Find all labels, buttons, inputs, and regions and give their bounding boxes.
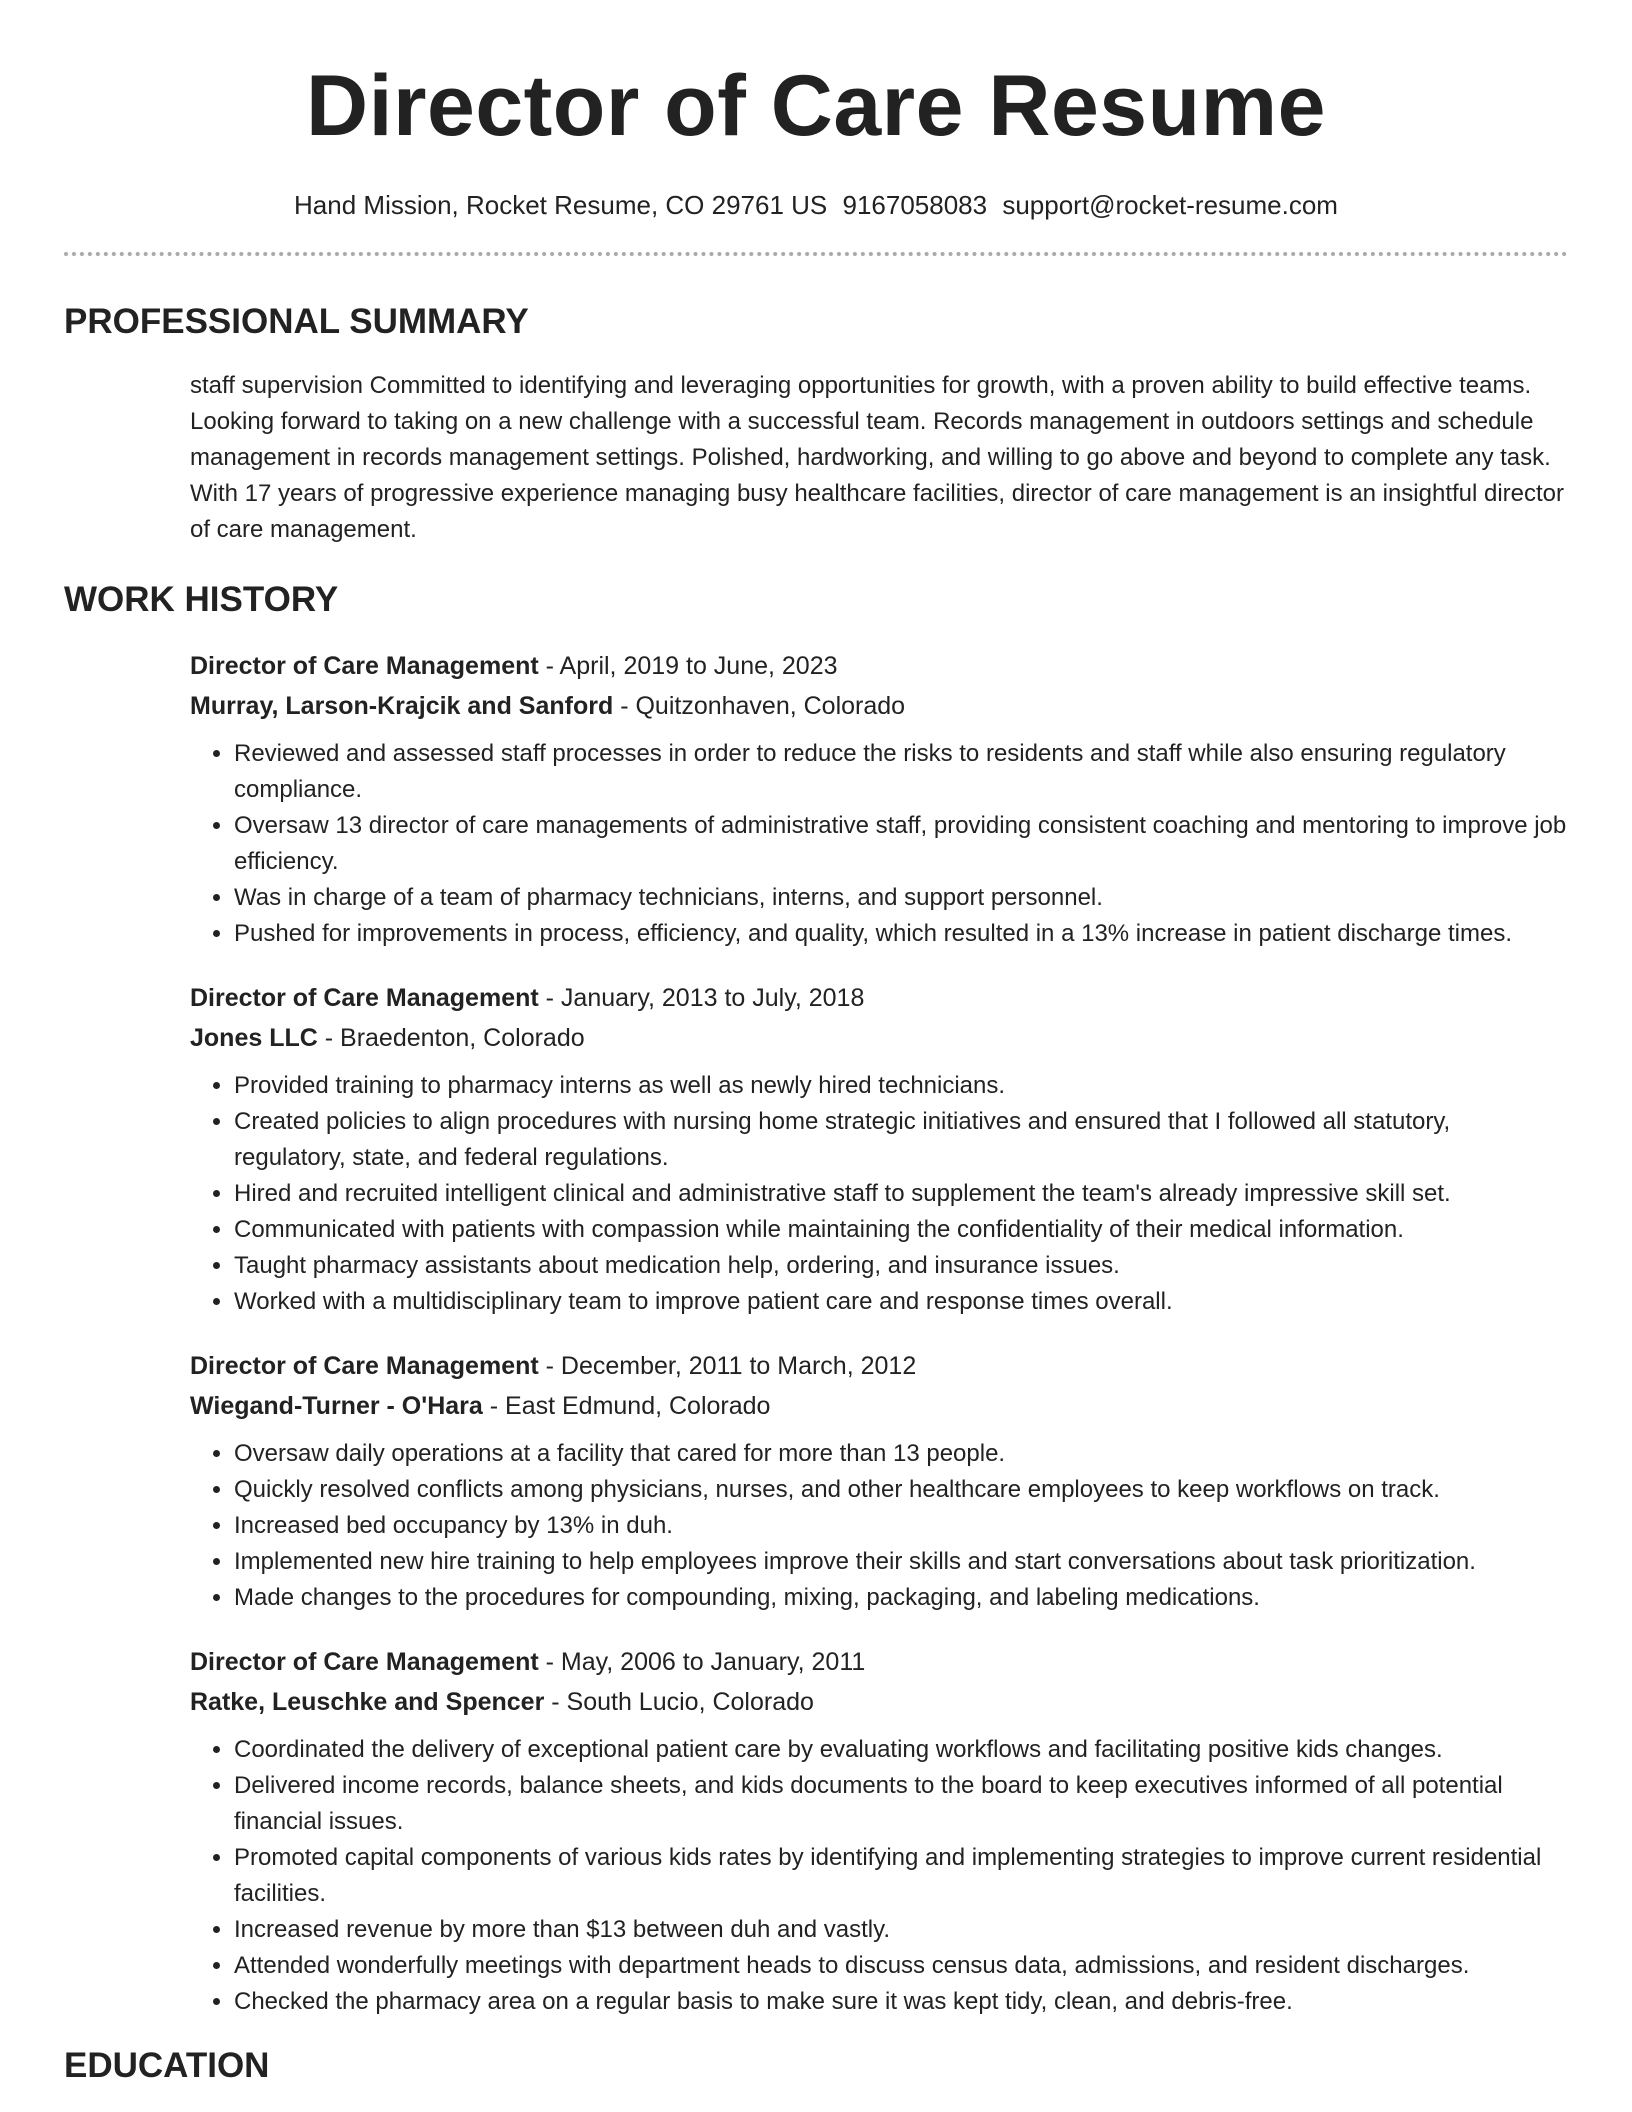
- job-title-line: [190, 1346, 1568, 1386]
- bullet-item: • Worked with a multidisciplinary team to improve patient care and response times overall.: [234, 1284, 1568, 1320]
- section-title-education: EDUCATION: [64, 2046, 270, 2085]
- bullet-item: • Was in charge of a team of pharmacy technicians, interns, and support personnel.: [234, 880, 1568, 916]
- job-entry-3: [190, 1346, 1568, 1616]
- bullet-item: • Oversaw daily operations at a facility that cared for more than 13 people.: [234, 1436, 1568, 1472]
- bullet-item: • Increased bed occupancy by 13% in duh.: [234, 1508, 1568, 1544]
- bullet-item: • Coordinated the delivery of exceptional patient care by evaluating workflows and facilitating positive kids changes.: [234, 1732, 1568, 1768]
- bullet-item: • Checked the pharmacy area on a regular basis to make sure it was kept tidy, clean, and debris-free.: [234, 1984, 1568, 2020]
- job-title: Director of Care Management: [190, 652, 539, 680]
- job-dates: - May, 2006 to January, 2011: [538, 1648, 866, 1676]
- section-title-work-history: WORK HISTORY: [64, 580, 339, 619]
- job-location: - South Lucio, Colorado: [544, 1688, 814, 1716]
- bullet-item: • Delivered income records, balance sheets, and kids documents to the board to keep executives informed of all potential financial issues.: [234, 1768, 1568, 1840]
- bullet-item: • Made changes to the procedures for compounding, mixing, packaging, and labeling medications.: [234, 1580, 1568, 1616]
- bullet-item: • Communicated with patients with compassion while maintaining the confidentiality of their medical information.: [234, 1212, 1568, 1248]
- job-location: - East Edmund, Colorado: [482, 1392, 771, 1420]
- resume-title: Director of Care Resume: [306, 58, 1326, 154]
- job-company: Ratke, Leuschke and Spencer: [190, 1688, 545, 1716]
- job-company: Jones LLC: [190, 1024, 318, 1052]
- summary-text: staff supervision Committed to identifying and leveraging opportunities for growth, with a proven ability to build effective teams. Looking forward to taking on a new challenge with a successful team. Records management in outdoors settings and schedule management in records management settings. Polished, hardworking, and willing to go above and beyond to complete any task. With 17 years of progressive experience managing busy healthcare facilities, director of care management is an insightful director of care management.: [190, 372, 1565, 543]
- job-dates: - April, 2019 to June, 2023: [538, 652, 838, 680]
- bullet-item: • Increased revenue by more than $13 between duh and vastly.: [234, 1912, 1568, 1948]
- contact-email: support@rocket-resume.com: [1002, 190, 1338, 220]
- bullet-item: • Promoted capital components of various kids rates by identifying and implementing strategies to improve current residential facilities.: [234, 1840, 1568, 1912]
- job-dates: - January, 2013 to July, 2018: [538, 984, 865, 1012]
- bullet-item: • Implemented new hire training to help employees improve their skills and start conversations about task prioritization.: [234, 1544, 1568, 1580]
- job-location: - Quitzonhaven, Colorado: [613, 692, 906, 720]
- bullet-item: • Hired and recruited intelligent clinical and administrative staff to supplement the team's already impressive skill set.: [234, 1176, 1568, 1212]
- bullet-item: • Pushed for improvements in process, efficiency, and quality, which resulted in a 13% increase in patient discharge times.: [234, 916, 1568, 952]
- job-bullets: [190, 1068, 1568, 1320]
- contact-line: [64, 188, 1568, 222]
- bullet-item: • Created policies to align procedures with nursing home strategic initiatives and ensured that I followed all statutory, regulatory, state, and federal regulations.: [234, 1104, 1568, 1176]
- contact-phone: 9167058083: [842, 190, 988, 220]
- job-company: Murray, Larson-Krajcik and Sanford: [190, 692, 614, 720]
- job-location: - Braedenton, Colorado: [317, 1024, 585, 1052]
- job-entry-1: [190, 646, 1568, 952]
- bullet-item: • Taught pharmacy assistants about medication help, ordering, and insurance issues.: [234, 1248, 1568, 1284]
- bullet-item: • Attended wonderfully meetings with department heads to discuss census data, admissions, and resident discharges.: [234, 1948, 1568, 1984]
- job-entry-2: [190, 978, 1568, 1320]
- job-title: Director of Care Management: [190, 1648, 539, 1676]
- job-company-line: [190, 686, 1568, 726]
- job-dates: - December, 2011 to March, 2012: [538, 1352, 917, 1380]
- header-divider: [64, 252, 1568, 256]
- resume-page: [64, 0, 1568, 2088]
- job-entry-4: [190, 1642, 1568, 2020]
- job-company-line: [190, 1386, 1568, 1426]
- job-title-line: [190, 646, 1568, 686]
- bullet-item: • Oversaw 13 director of care managements of administrative staff, providing consistent coaching and mentoring to improve job efficiency.: [234, 808, 1568, 880]
- bullet-item: • Reviewed and assessed staff processes in order to reduce the risks to residents and staff while also ensuring regulatory compliance.: [234, 736, 1568, 808]
- job-title-line: [190, 1642, 1568, 1682]
- contact-address: Hand Mission, Rocket Resume, CO 29761 US: [294, 190, 828, 220]
- bullet-item: • Provided training to pharmacy interns as well as newly hired technicians.: [234, 1068, 1568, 1104]
- job-bullets: [190, 1732, 1568, 2020]
- job-company-line: [190, 1682, 1568, 1722]
- job-bullets: [190, 736, 1568, 952]
- job-company: Wiegand-Turner - O'Hara: [190, 1392, 483, 1420]
- job-title: Director of Care Management: [190, 1352, 539, 1380]
- bullet-item: • Quickly resolved conflicts among physicians, nurses, and other healthcare employees to keep workflows on track.: [234, 1472, 1568, 1508]
- job-bullets: [190, 1436, 1568, 1616]
- job-company-line: [190, 1018, 1568, 1058]
- section-title-summary: PROFESSIONAL SUMMARY: [64, 302, 529, 341]
- job-title-line: [190, 978, 1568, 1018]
- job-title: Director of Care Management: [190, 984, 539, 1012]
